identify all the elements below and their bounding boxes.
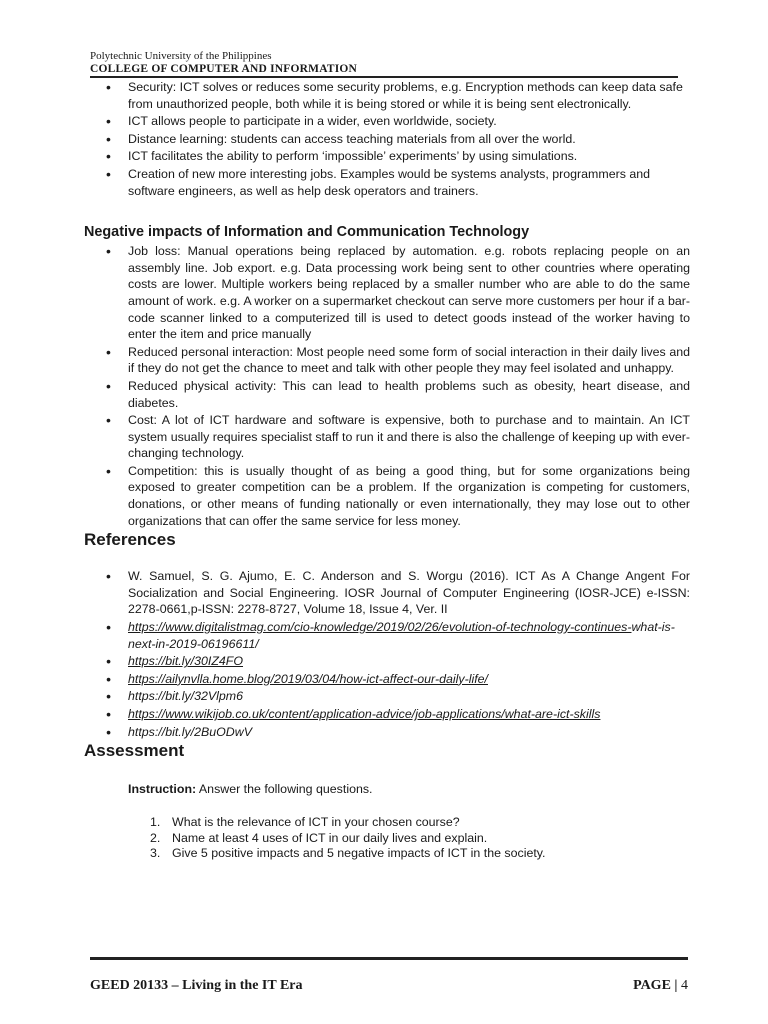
college-name: COLLEGE OF COMPUTER AND INFORMATION [90,63,358,75]
university-name: Polytechnic University of the Philippines [90,50,272,62]
question-text: Name at least 4 uses of ICT in our daily lives and explain. [172,830,488,845]
reference-link[interactable] [84,671,690,688]
question-item [84,815,690,831]
header-rule [90,76,678,78]
list-item: • Creation of new more interesting jobs. Examples would be systems analysts, programmers and software engineers, as well as help desk operators and trainers. [84,166,690,199]
reference-link[interactable] [84,706,690,723]
page-footer [90,957,688,993]
reference-link-text[interactable]: https://bit.ly/30IZ4FO [128,654,244,669]
list-item: • Reduced personal interaction: Most people need some form of social interaction in their daily lives and if they do not get the chance to meet and talk with other people they may feel isolated and unhappy. [84,344,690,377]
question-number: 1. [150,815,161,830]
page-header [90,50,678,78]
page-number: 4 [681,978,688,993]
instruction-text: Answer the following questions. [198,782,373,797]
question-number: 3. [150,846,161,861]
list-item: • Security: ICT solves or reduces some security problems, e.g. Encryption methods can keep data safe from unauthorized people, both while it is being stored or while it is being sent electronically. [84,79,690,112]
references-heading: References [84,530,176,550]
reference-link[interactable] [84,724,690,741]
question-text: Give 5 positive impacts and 5 negative impacts of ICT in the society. [172,846,546,861]
negative-impacts-list [84,243,690,529]
list-item: • Cost: A lot of ICT hardware and software is expensive, both to purchase and to maintain. An ICT system usually requires specialist staff to run it and there is also the challenge of keeping up with ever-changing technology. [84,412,690,462]
list-item: • Competition: this is usually thought of as being a good thing, but for some organizations being exposed to greater competition can be a problem. If the organization is competing for customers, donations, or other means of funding nationally or even internationally, they may lose out to other organizations that can offer the same service for less money. [84,463,690,529]
list-item: • ICT facilitates the ability to perform ‘impossible’ experiments’ by using simulations. [84,148,690,165]
list-item: • Distance learning: students can access teaching materials from all over the world. [84,131,690,148]
reference-link-text[interactable]: https://www.digitalistmag.com/cio-knowledge/2019/02/26/evolution-of-technology-continues- [128,620,632,635]
reference-citation: • W. Samuel, S. G. Ajumo, E. C. Anderson and S. Worgu (2016). ICT As A Change Angent For Socialization and Social Engineering. IOSR Journal of Computer Engineering (IOSR-JCE) e-ISSN: 2278-0661,p-ISSN: 2278-8727, Volume 18, Issue 4, Ver. II [84,568,690,618]
list-item: • Reduced physical activity: This can lead to health problems such as obesity, heart disease, and diabetes. [84,378,690,411]
references-list [84,568,690,740]
question-item [84,846,690,862]
instruction-label: Instruction: [128,782,197,797]
question-text: What is the relevance of ICT in your chosen course? [172,815,460,830]
assessment-instruction [128,781,690,797]
reference-link-text-rest[interactable]: what-is-next-in-2019-06196611/ [128,620,675,651]
reference-link-text[interactable]: https://www.wikijob.co.uk/content/application-advice/job-applications/what-are-ict-skills [128,707,601,721]
list-item: • ICT allows people to participate in a wider, even worldwide, society. [84,113,690,130]
assessment-questions [84,815,690,862]
list-item: • Job loss: Manual operations being replaced by automation. e.g. robots replacing people on an assembly line. Job export. e.g. Data processing work being sent to other countries where operating costs are lower. Multiple workers being replaced by a smaller number who are able to do the same amount of work. e.g. A worker on a supermarket checkout can serve more customers per hour if a bar-code scanner linked to a computerized till is used to detect goods instead of the worker having to enter the item and price manually [84,243,690,343]
assessment-heading: Assessment [84,741,185,761]
reference-link-text[interactable]: https://ailynvlla.home.blog/2019/03/04/how-ict-affect-our-daily-life/ [128,671,488,686]
reference-link[interactable] [84,653,690,670]
page-content [84,79,690,862]
reference-link-text[interactable]: https://bit.ly/32Vlpm6 [128,689,244,704]
page-indicator [633,978,688,994]
reference-link[interactable] [84,688,690,705]
negative-impacts-heading: Negative impacts of Information and Communication Technology [84,224,530,241]
course-title: GEED 20133 – Living in the IT Era [90,978,303,993]
question-item [84,831,690,847]
page-label: PAGE | [633,978,678,993]
positive-impacts-list [84,79,690,199]
reference-link-text[interactable]: https://bit.ly/2BuODwV [128,724,252,739]
question-number: 2. [150,830,161,845]
reference-link[interactable] [84,619,690,652]
